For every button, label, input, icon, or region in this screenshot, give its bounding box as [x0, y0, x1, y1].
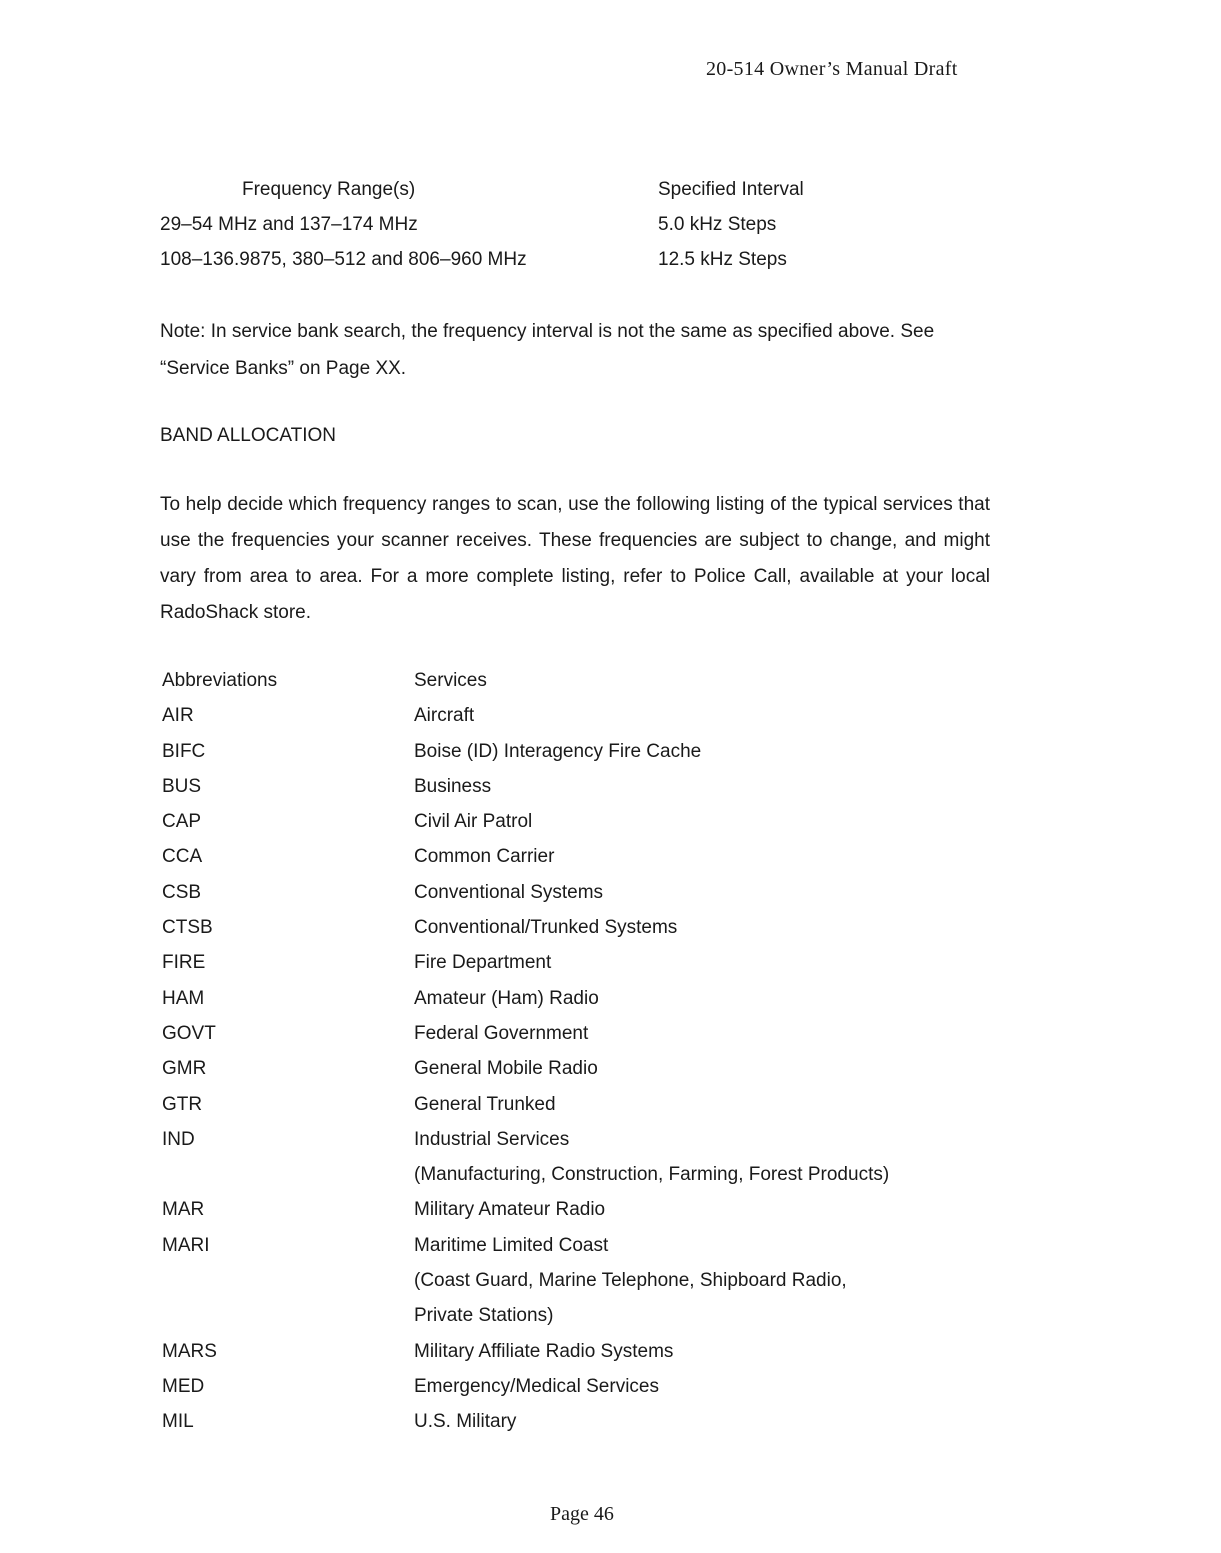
table-row	[162, 1157, 992, 1192]
abbreviations-header: Abbreviations	[162, 670, 278, 691]
table-row	[162, 1122, 992, 1157]
abbreviations-table	[162, 663, 992, 1440]
abbr-cell: CTSB	[162, 917, 213, 939]
service-cell: Civil Air Patrol	[414, 811, 533, 833]
table-row	[162, 981, 992, 1016]
interval-cell: 5.0 kHz Steps	[658, 214, 777, 235]
abbr-cell: FIRE	[162, 952, 206, 974]
service-cell: Military Amateur Radio	[414, 1199, 606, 1221]
frequency-range-header: Frequency Range(s)	[242, 179, 416, 200]
abbr-cell: AIR	[162, 705, 194, 727]
page-number: Page 46	[550, 1503, 614, 1525]
service-cell: Business	[414, 775, 492, 797]
abbr-cell: BUS	[162, 775, 202, 797]
abbr-cell: CAP	[162, 811, 202, 833]
table-row	[162, 839, 992, 874]
table-row	[162, 1298, 992, 1333]
note-paragraph: Note: In service bank search, the frequency interval is not the same as specified above. See “Service Banks” on Page XX.	[160, 321, 935, 379]
table-row	[162, 698, 992, 733]
service-cell: (Coast Guard, Marine Telephone, Shipboard Radio,	[414, 1270, 847, 1292]
service-cell: General Mobile Radio	[414, 1058, 598, 1080]
abbr-cell: IND	[162, 1128, 195, 1150]
service-cell: Common Carrier	[414, 846, 555, 868]
table-row	[162, 875, 992, 910]
service-cell: Aircraft	[414, 705, 475, 727]
service-cell: Private Stations)	[414, 1305, 554, 1327]
service-cell: Military Affiliate Radio Systems	[414, 1340, 674, 1362]
table-row	[162, 1404, 992, 1439]
table-row	[162, 1334, 992, 1369]
table-row	[162, 1263, 992, 1298]
table-row	[162, 769, 992, 804]
service-cell: Maritime Limited Coast	[414, 1234, 609, 1256]
abbr-cell: BIFC	[162, 740, 206, 762]
services-header: Services	[414, 670, 487, 691]
table-row	[162, 734, 992, 769]
section-title: BAND ALLOCATION	[160, 425, 336, 446]
frequency-range-cell: 108–136.9875, 380–512 and 806–960 MHz	[160, 249, 527, 270]
frequency-range-cell: 29–54 MHz and 137–174 MHz	[160, 214, 418, 235]
service-cell: Federal Government	[414, 1022, 589, 1044]
abbr-cell: GOVT	[162, 1022, 216, 1044]
table-row	[162, 804, 992, 839]
table-row	[162, 1016, 992, 1051]
abbr-cell: MIL	[162, 1411, 194, 1433]
table-row	[162, 945, 992, 980]
abbr-cell: HAM	[162, 987, 205, 1009]
intro-paragraph: To help decide which frequency ranges to scan, use the following listing of the typical services that use the frequencies your scanner receives. These frequencies are subject to change, and might vary from area to area. For a more complete listing, refer to Police Call, available at your local RadoShack store.	[160, 494, 990, 623]
table-row	[162, 1087, 992, 1122]
abbreviations-table-header	[162, 663, 992, 698]
service-cell: Industrial Services	[414, 1128, 570, 1150]
service-cell: Amateur (Ham) Radio	[414, 987, 599, 1009]
abbr-cell: MED	[162, 1375, 205, 1397]
service-cell: (Manufacturing, Construction, Farming, Forest Products)	[414, 1164, 890, 1186]
table-row	[162, 1369, 992, 1404]
abbr-cell: CCA	[162, 846, 203, 868]
table-row	[162, 1051, 992, 1086]
table-row	[162, 1228, 992, 1263]
service-cell: U.S. Military	[414, 1411, 517, 1433]
interval-cell: 12.5 kHz Steps	[658, 249, 787, 270]
frequency-table-row	[160, 242, 860, 277]
frequency-table	[160, 172, 860, 277]
abbr-cell: GTR	[162, 1093, 203, 1115]
service-cell: Emergency/Medical Services	[414, 1375, 659, 1397]
table-row	[162, 1192, 992, 1227]
abbr-cell: MARI	[162, 1234, 210, 1256]
abbr-cell: MARS	[162, 1340, 217, 1362]
service-cell: General Trunked	[414, 1093, 556, 1115]
service-cell: Conventional/Trunked Systems	[414, 917, 678, 939]
table-row	[162, 910, 992, 945]
service-cell: Boise (ID) Interagency Fire Cache	[414, 740, 702, 762]
page-header: 20-514 Owner’s Manual Draft	[706, 58, 958, 80]
specified-interval-header: Specified Interval	[658, 179, 804, 200]
service-cell: Conventional Systems	[414, 881, 604, 903]
service-cell: Fire Department	[414, 952, 552, 974]
frequency-table-header	[160, 172, 860, 207]
abbr-cell: MAR	[162, 1199, 205, 1221]
abbr-cell: CSB	[162, 881, 202, 903]
abbr-cell: GMR	[162, 1058, 207, 1080]
frequency-table-row	[160, 207, 860, 242]
